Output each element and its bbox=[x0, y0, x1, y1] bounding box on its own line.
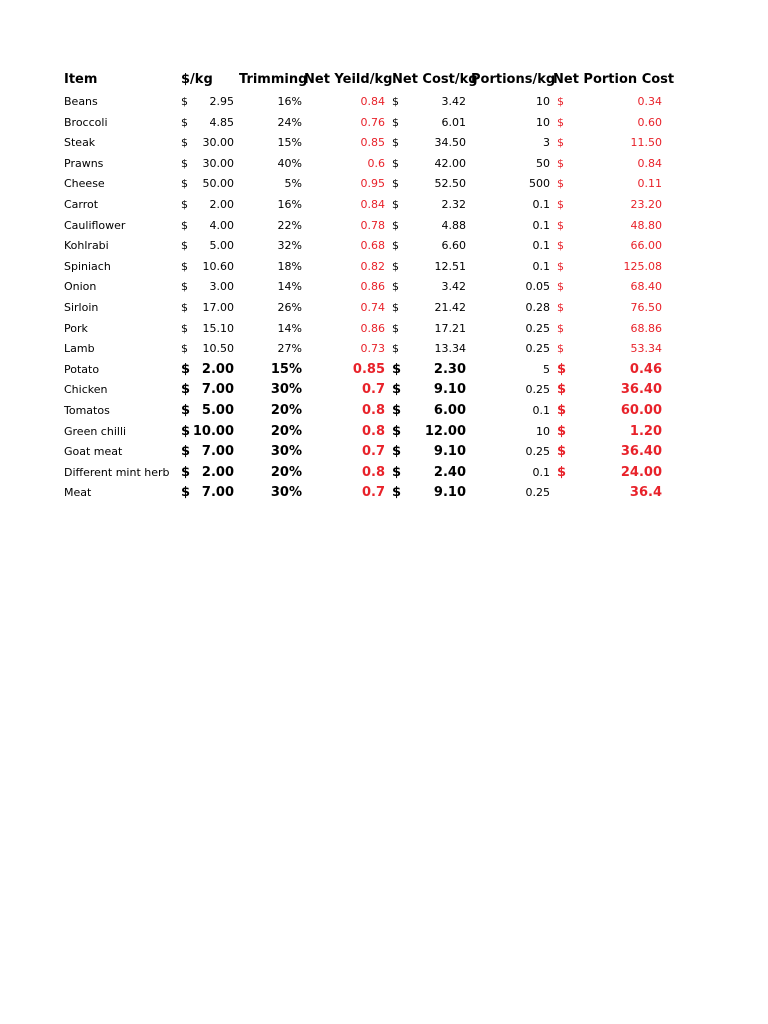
trimming-value: 24% bbox=[277, 115, 302, 129]
net-cost-currency: $ bbox=[392, 423, 402, 439]
net-portion-currency: $ bbox=[557, 198, 564, 211]
table-row bbox=[0, 360, 768, 380]
item-name: Different mint herb bbox=[64, 465, 170, 479]
table-row bbox=[0, 216, 768, 236]
price-currency: $ bbox=[181, 464, 191, 480]
net-portion-cost-value: 76.50 bbox=[630, 301, 662, 314]
table-row bbox=[0, 339, 768, 359]
trimming-value: 20% bbox=[270, 423, 302, 439]
price-value: 2.95 bbox=[209, 95, 234, 108]
price-currency: $ bbox=[181, 198, 188, 211]
price-value: 30.00 bbox=[202, 156, 234, 170]
net-cost-value: 9.10 bbox=[433, 485, 466, 501]
net-cost-currency: $ bbox=[392, 382, 402, 398]
net-cost-value: 3.42 bbox=[441, 95, 466, 108]
net-cost-currency: $ bbox=[392, 403, 402, 418]
net-yield-value: 0.86 bbox=[360, 321, 385, 335]
net-yield-value: 0.8 bbox=[361, 403, 385, 418]
net-portion-cost-value: 48.80 bbox=[630, 218, 662, 232]
net-yield-value: 0.7 bbox=[361, 485, 385, 501]
price-currency: $ bbox=[181, 301, 188, 314]
net-portion-cost-value: 66.00 bbox=[630, 239, 662, 253]
price-currency: $ bbox=[181, 177, 188, 191]
net-cost-value: 2.30 bbox=[433, 361, 466, 377]
net-portion-cost-value: 11.50 bbox=[630, 136, 662, 150]
net-portion-cost-value: 53.34 bbox=[630, 342, 662, 356]
net-cost-currency: $ bbox=[392, 198, 399, 211]
table-row bbox=[0, 298, 768, 318]
net-yield-value: 0.8 bbox=[361, 464, 385, 480]
price-value: 5.00 bbox=[201, 403, 234, 418]
price-currency: $ bbox=[181, 156, 188, 170]
trimming-value: 27% bbox=[277, 342, 302, 356]
portions-value: 0.1 bbox=[532, 239, 550, 253]
price-value: 50.00 bbox=[202, 177, 234, 191]
portions-value: 3 bbox=[543, 136, 550, 150]
price-currency: $ bbox=[181, 423, 191, 439]
net-cost-value: 17.21 bbox=[434, 321, 466, 335]
trimming-value: 26% bbox=[277, 301, 302, 314]
table-row bbox=[0, 483, 768, 503]
net-cost-value: 9.10 bbox=[433, 382, 466, 398]
net-portion-currency: $ bbox=[557, 218, 564, 232]
price-currency: $ bbox=[181, 361, 191, 377]
portions-value: 0.28 bbox=[525, 301, 550, 314]
net-cost-currency: $ bbox=[392, 136, 399, 150]
net-yield-value: 0.8 bbox=[361, 423, 385, 439]
net-yield-value: 0.82 bbox=[360, 259, 385, 273]
table-row bbox=[0, 92, 768, 112]
portions-value: 0.25 bbox=[525, 321, 550, 335]
net-portion-currency: $ bbox=[557, 115, 564, 129]
table-row bbox=[0, 422, 768, 442]
net-cost-value: 6.01 bbox=[441, 115, 466, 129]
net-cost-currency: $ bbox=[392, 239, 399, 253]
table-row bbox=[0, 113, 768, 133]
price-currency: $ bbox=[181, 136, 188, 150]
net-portion-currency: $ bbox=[557, 280, 564, 294]
net-portion-cost-value: 24.00 bbox=[620, 464, 662, 480]
item-name: Potato bbox=[64, 362, 100, 376]
net-portion-currency: $ bbox=[557, 444, 567, 460]
net-yield-value: 0.95 bbox=[360, 177, 385, 191]
item-name: Pork bbox=[64, 321, 88, 335]
price-value: 5.00 bbox=[209, 239, 234, 253]
net-portion-cost-value: 68.86 bbox=[630, 321, 662, 335]
net-portion-currency: $ bbox=[557, 382, 567, 398]
trimming-value: 18% bbox=[277, 259, 302, 273]
trimming-value: 30% bbox=[270, 444, 302, 460]
portions-value: 0.1 bbox=[532, 218, 550, 232]
net-portion-cost-value: 0.84 bbox=[637, 156, 662, 170]
item-name: Steak bbox=[64, 136, 96, 150]
net-portion-currency: $ bbox=[557, 423, 567, 439]
table-row bbox=[0, 319, 768, 339]
table-row bbox=[0, 174, 768, 194]
trimming-value: 14% bbox=[277, 321, 302, 335]
price-value: 2.00 bbox=[209, 198, 234, 211]
trimming-value: 16% bbox=[277, 95, 302, 108]
net-portion-cost-value: 0.11 bbox=[637, 177, 662, 191]
trimming-value: 20% bbox=[270, 403, 302, 418]
net-cost-currency: $ bbox=[392, 95, 399, 108]
table-row bbox=[0, 380, 768, 400]
table-row bbox=[0, 277, 768, 297]
trimming-value: 20% bbox=[270, 464, 302, 480]
item-name: Meat bbox=[64, 486, 92, 500]
item-name: Goat meat bbox=[64, 445, 123, 459]
net-portion-currency: $ bbox=[557, 464, 567, 480]
price-value: 2.00 bbox=[201, 361, 234, 377]
price-currency: $ bbox=[181, 403, 191, 418]
net-yield-value: 0.84 bbox=[360, 198, 385, 211]
net-cost-currency: $ bbox=[392, 342, 399, 356]
item-name: Onion bbox=[64, 280, 97, 294]
table-row bbox=[0, 463, 768, 483]
table-row bbox=[0, 154, 768, 174]
net-cost-value: 6.60 bbox=[441, 239, 466, 253]
item-name: Prawns bbox=[64, 156, 104, 170]
price-currency: $ bbox=[181, 321, 188, 335]
net-cost-value: 2.40 bbox=[433, 464, 466, 480]
net-cost-value: 21.42 bbox=[434, 301, 466, 314]
net-portion-cost-value: 125.08 bbox=[623, 259, 662, 273]
price-currency: $ bbox=[181, 280, 188, 294]
price-currency: $ bbox=[181, 239, 188, 253]
net-portion-cost-value: 36.4 bbox=[629, 485, 662, 501]
net-portion-cost-value: 68.40 bbox=[630, 280, 662, 294]
price-value: 7.00 bbox=[201, 444, 234, 460]
net-cost-value: 52.50 bbox=[434, 177, 466, 191]
net-portion-cost-value: 0.34 bbox=[637, 95, 662, 108]
portions-value: 500 bbox=[529, 177, 550, 191]
portions-value: 0.25 bbox=[525, 383, 550, 397]
net-portion-cost-value: 0.46 bbox=[629, 361, 662, 377]
price-currency: $ bbox=[181, 115, 188, 129]
net-cost-value: 3.42 bbox=[441, 280, 466, 294]
net-yield-value: 0.84 bbox=[360, 95, 385, 108]
price-value: 7.00 bbox=[201, 382, 234, 398]
net-yield-value: 0.85 bbox=[352, 361, 385, 377]
net-cost-value: 9.10 bbox=[433, 444, 466, 460]
trimming-value: 16% bbox=[277, 198, 302, 211]
net-portion-currency: $ bbox=[557, 321, 564, 335]
portions-value: 0.1 bbox=[532, 465, 550, 479]
net-cost-value: 12.51 bbox=[434, 259, 466, 273]
net-yield-value: 0.76 bbox=[360, 115, 385, 129]
price-currency: $ bbox=[181, 342, 188, 356]
portions-value: 0.05 bbox=[525, 280, 550, 294]
portions-value: 0.25 bbox=[525, 342, 550, 356]
price-currency: $ bbox=[181, 382, 191, 398]
price-value: 4.00 bbox=[209, 218, 234, 232]
net-portion-cost-value: 60.00 bbox=[620, 403, 662, 418]
net-cost-value: 12.00 bbox=[424, 423, 466, 439]
portions-value: 10 bbox=[536, 95, 550, 108]
price-currency: $ bbox=[181, 444, 191, 460]
item-name: Kohlrabi bbox=[64, 239, 109, 253]
item-name: Cheese bbox=[64, 177, 105, 191]
net-cost-currency: $ bbox=[392, 156, 399, 170]
price-value: 10.60 bbox=[202, 259, 234, 273]
trimming-value: 32% bbox=[277, 239, 302, 253]
net-cost-value: 42.00 bbox=[434, 156, 466, 170]
header-trimming: Trimming bbox=[239, 72, 308, 87]
price-value: 2.00 bbox=[201, 464, 234, 480]
portions-value: 0.1 bbox=[532, 259, 550, 273]
trimming-value: 40% bbox=[277, 156, 302, 170]
net-yield-value: 0.85 bbox=[360, 136, 385, 150]
item-name: Carrot bbox=[64, 198, 99, 211]
net-portion-currency: $ bbox=[557, 239, 564, 253]
item-name: Green chilli bbox=[64, 424, 127, 438]
net-portion-currency: $ bbox=[557, 136, 564, 150]
net-portion-currency: $ bbox=[557, 403, 567, 418]
table-row bbox=[0, 401, 768, 421]
trimming-value: 14% bbox=[277, 280, 302, 294]
net-yield-value: 0.74 bbox=[360, 301, 385, 314]
item-name: Broccoli bbox=[64, 115, 108, 129]
net-cost-value: 13.34 bbox=[434, 342, 466, 356]
net-portion-cost-value: 23.20 bbox=[630, 198, 662, 211]
net-cost-value: 4.88 bbox=[441, 218, 466, 232]
net-cost-currency: $ bbox=[392, 464, 402, 480]
net-cost-currency: $ bbox=[392, 177, 399, 191]
table-row bbox=[0, 195, 768, 215]
portions-value: 0.25 bbox=[525, 486, 550, 500]
price-currency: $ bbox=[181, 485, 191, 501]
net-portion-currency: $ bbox=[557, 259, 564, 273]
net-yield-value: 0.86 bbox=[360, 280, 385, 294]
net-cost-currency: $ bbox=[392, 444, 402, 460]
portions-value: 50 bbox=[536, 156, 550, 170]
portions-value: 10 bbox=[536, 115, 550, 129]
net-yield-value: 0.78 bbox=[360, 218, 385, 232]
net-cost-currency: $ bbox=[392, 259, 399, 273]
header-item: Item bbox=[64, 72, 98, 87]
trimming-value: 30% bbox=[270, 382, 302, 398]
net-portion-cost-value: 36.40 bbox=[620, 382, 662, 398]
net-cost-value: 6.00 bbox=[433, 403, 466, 418]
portions-value: 5 bbox=[543, 362, 550, 376]
item-name: Sirloin bbox=[64, 301, 99, 314]
net-portion-cost-value: 1.20 bbox=[629, 423, 662, 439]
header-portions: Portions/kg bbox=[471, 72, 556, 87]
net-portion-currency: $ bbox=[557, 177, 564, 191]
price-value: 4.85 bbox=[209, 115, 234, 129]
trimming-value: 15% bbox=[277, 136, 302, 150]
price-currency: $ bbox=[181, 259, 188, 273]
item-name: Lamb bbox=[64, 342, 95, 356]
net-cost-value: 2.32 bbox=[441, 198, 466, 211]
net-cost-currency: $ bbox=[392, 321, 399, 335]
net-yield-value: 0.7 bbox=[361, 444, 385, 460]
price-value: 17.00 bbox=[202, 301, 234, 314]
item-name: Spiniach bbox=[64, 259, 111, 273]
price-value: 10.50 bbox=[202, 342, 234, 356]
item-name: Beans bbox=[64, 95, 98, 108]
net-portion-cost-value: 36.40 bbox=[620, 444, 662, 460]
item-name: Chicken bbox=[64, 383, 108, 397]
header-net-cost: Net Cost/kg bbox=[392, 72, 478, 87]
net-cost-currency: $ bbox=[392, 361, 402, 377]
net-yield-value: 0.7 bbox=[361, 382, 385, 398]
net-portion-currency: $ bbox=[557, 361, 567, 377]
header-net-yield: Net Yeild/kg bbox=[304, 72, 393, 87]
header-price: $/kg bbox=[181, 72, 213, 87]
portions-value: 0.25 bbox=[525, 445, 550, 459]
trimming-value: 15% bbox=[270, 361, 302, 377]
net-portion-currency: $ bbox=[557, 156, 564, 170]
trimming-value: 30% bbox=[270, 485, 302, 501]
trimming-value: 22% bbox=[277, 218, 302, 232]
net-yield-value: 0.6 bbox=[367, 156, 385, 170]
portions-value: 10 bbox=[536, 424, 550, 438]
table-row bbox=[0, 442, 768, 462]
net-cost-currency: $ bbox=[392, 485, 402, 501]
net-cost-currency: $ bbox=[392, 115, 399, 129]
table-row bbox=[0, 133, 768, 153]
header-row bbox=[0, 70, 768, 90]
item-name: Tomatos bbox=[64, 404, 110, 417]
net-portion-cost-value: 0.60 bbox=[637, 115, 662, 129]
table-row bbox=[0, 257, 768, 277]
net-yield-value: 0.73 bbox=[360, 342, 385, 356]
net-cost-value: 34.50 bbox=[434, 136, 466, 150]
net-cost-currency: $ bbox=[392, 218, 399, 232]
table-row bbox=[0, 236, 768, 256]
net-portion-currency: $ bbox=[557, 301, 564, 314]
header-net-portion-cost: Net Portion Cost bbox=[553, 72, 675, 87]
item-name: Cauliflower bbox=[64, 218, 126, 232]
price-value: 3.00 bbox=[209, 280, 234, 294]
price-currency: $ bbox=[181, 95, 188, 108]
net-cost-currency: $ bbox=[392, 301, 399, 314]
portions-value: 0.1 bbox=[532, 404, 550, 417]
net-portion-currency: $ bbox=[557, 95, 564, 108]
portions-value: 0.1 bbox=[532, 198, 550, 211]
price-value: 10.00 bbox=[192, 423, 234, 439]
net-cost-currency: $ bbox=[392, 280, 399, 294]
price-value: 30.00 bbox=[202, 136, 234, 150]
price-currency: $ bbox=[181, 218, 188, 232]
price-value: 7.00 bbox=[201, 485, 234, 501]
net-yield-value: 0.68 bbox=[360, 239, 385, 253]
price-value: 15.10 bbox=[202, 321, 234, 335]
net-portion-currency: $ bbox=[557, 342, 564, 356]
trimming-value: 5% bbox=[284, 177, 302, 191]
